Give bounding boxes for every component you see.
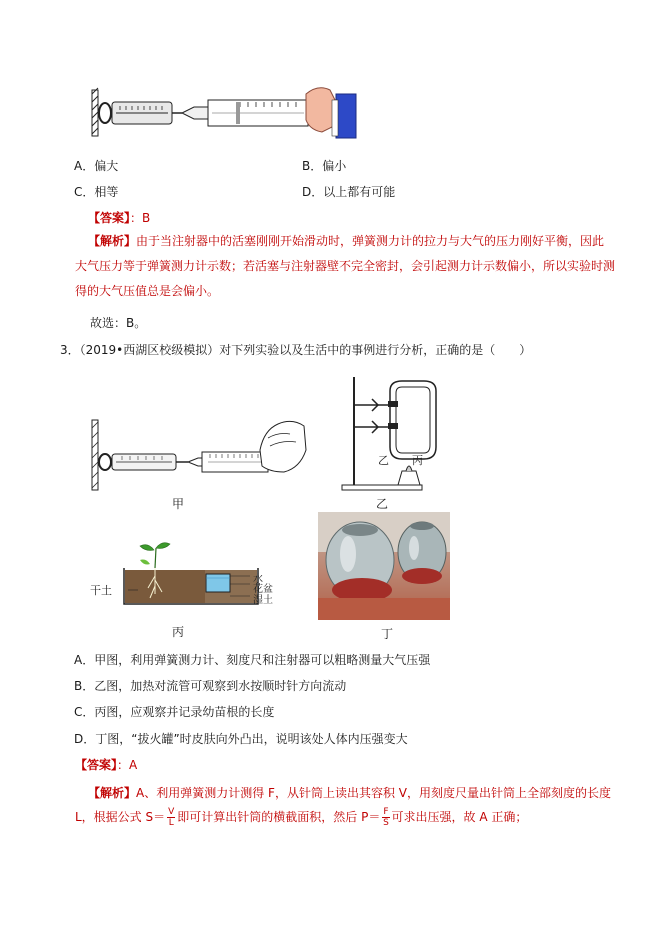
caption-yi: 乙	[376, 497, 389, 511]
figure-ding-photo	[318, 512, 450, 620]
q2-answer-value: ：B	[130, 211, 151, 225]
q3-option-a: A．甲图，利用弹簧测力计、刻度尺和注射器可以粗略测量大气压强	[74, 653, 431, 667]
figure-bing	[118, 540, 268, 610]
caption-ding: 丁	[381, 627, 394, 641]
caption-bing-inner: 丙	[412, 454, 423, 467]
q3-analysis-text-1: A、利用弹簧测力计测得 F，从针筒上读出其容积 V，用刻度尺量出针筒上全部刻度的长度	[136, 786, 611, 800]
label-dry-soil: 干土	[90, 584, 112, 597]
q3-analysis-text-2c: 可求出压强，故 A 正确；	[391, 810, 528, 824]
q3-analysis-text-2a: L，根据公式 S＝	[75, 810, 166, 824]
q3-analysis-tag: 【解析】	[88, 786, 137, 800]
q2-conclusion: 故选：B。	[90, 316, 147, 330]
q3-stem: 3．（2019•西湖区校级模拟）对下列实验以及生活中的事例进行分析，正确的是（ ）	[60, 343, 532, 357]
caption-jia: 甲	[172, 497, 185, 511]
figure-jia	[92, 410, 307, 490]
syringe-spring-figure	[90, 80, 360, 150]
caption-yi-inner: 乙	[378, 454, 389, 467]
q3-option-c: C．丙图，应观察并记录幼苗根的长度	[74, 705, 275, 719]
q3-option-d: D．丁图，“拔火罐”时皮肤向外凸出，说明该处人体内压强变大	[74, 732, 408, 746]
q2-answer-tag: 【答案】	[88, 211, 131, 225]
fraction-v-over-l	[167, 807, 175, 828]
fraction-2-numerator: F	[383, 807, 389, 817]
label-pot: 花盆	[253, 584, 273, 595]
label-wet-soil: 湿土	[253, 595, 273, 606]
fraction-2-denominator: S	[383, 818, 389, 828]
figure-yi	[340, 375, 450, 495]
fraction-f-over-s	[382, 807, 389, 828]
caption-bing: 丙	[172, 625, 185, 639]
q2-option-a: A．偏大	[74, 159, 119, 173]
q2-option-d: D．以上都有可能	[302, 185, 396, 199]
q3-answer	[75, 756, 137, 773]
q3-analysis-line2	[75, 806, 527, 828]
fraction-1-denominator: L	[168, 818, 174, 828]
q3-analysis-text-2b: 即可计算出针筒的横截面积，然后 P＝	[177, 810, 381, 824]
q3-answer-value: ：A	[117, 758, 138, 772]
q3-option-b: B．乙图，加热对流管可观察到水按顺时针方向流动	[74, 679, 347, 693]
fraction-1-numerator: V	[168, 807, 175, 817]
q2-analysis	[75, 229, 615, 304]
q2-answer	[88, 209, 150, 226]
q2-analysis-tag: 【解析】	[88, 234, 137, 248]
q2-option-b: B．偏小	[302, 159, 347, 173]
q2-analysis-text: 由于当注射器中的活塞刚刚开始滑动时，弹簧测力计的拉力与大气的压力刚好平衡，因此大气压力等于弹簧测力计示数；若活塞与注射器壁不完全密封，会引起测力计示数偏小，所以实验时测得的大气压值总是会偏小。	[75, 234, 616, 298]
q2-option-c: C．相等	[74, 185, 119, 199]
q3-answer-tag: 【答案】	[75, 758, 118, 772]
label-water: 水	[253, 574, 263, 585]
q3-analysis-line1	[88, 784, 611, 801]
